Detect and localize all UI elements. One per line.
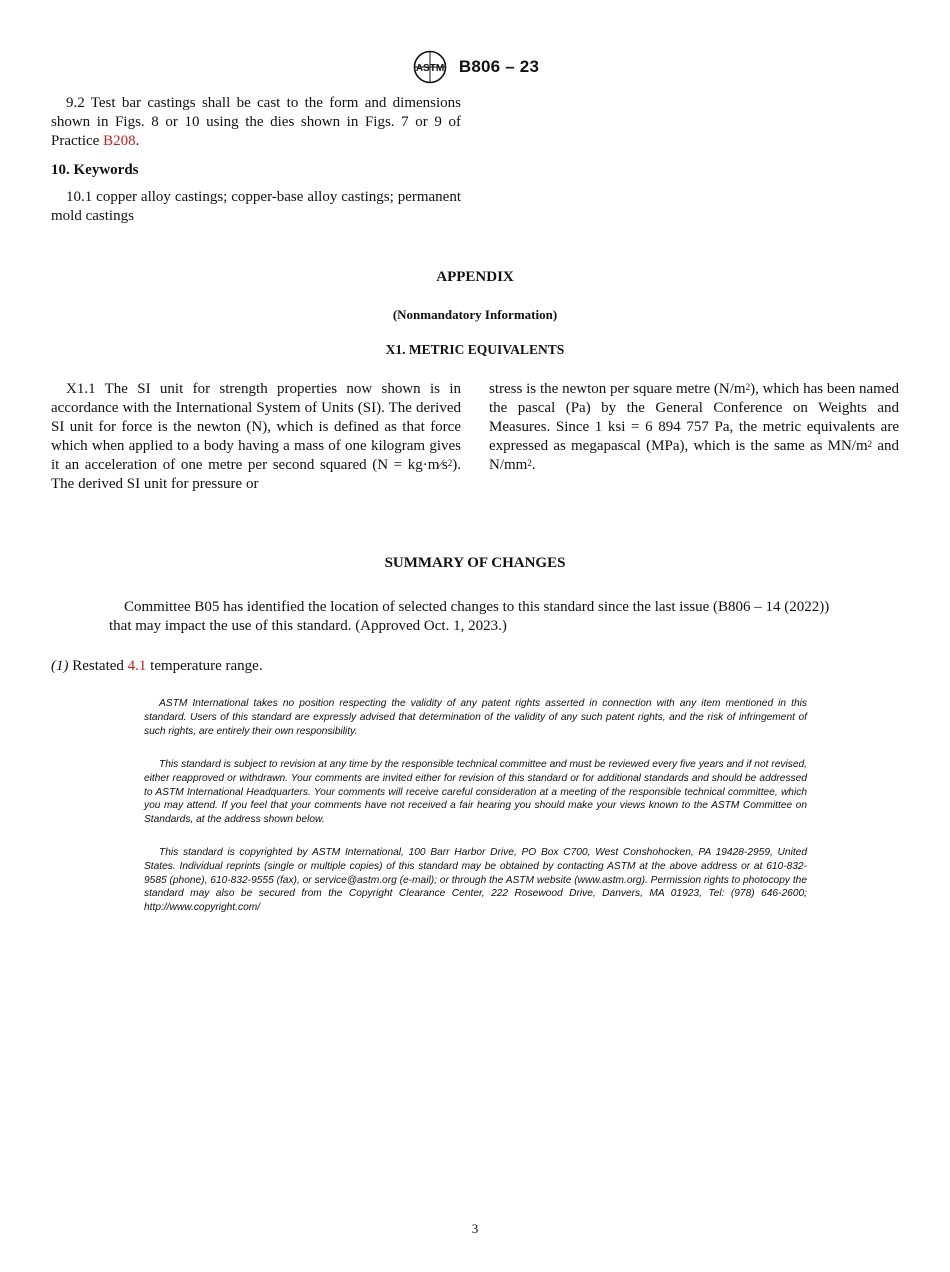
appendix-col-2 — [489, 380, 899, 475]
para-9-2-text: 9.2 Test bar castings shall be cast to the form and dimensions shown in Figs. 8 or 10 using the dies shown in Figs. 7 or 9 of Practice — [51, 95, 461, 149]
legal-patent-notice: ASTM International takes no position respecting the validity of any patent rights asserted in connection with any item mentioned in this standard. Users of this standard are expressly advised that determination of the validity of any such patent rights, and the risk of infringement of such rights, are entirely their own responsibility. — [144, 698, 807, 737]
legal-revision-notice: This standard is subject to revision at any time by the responsible technical committee and must be reviewed every five years and if not revised, either reapproved or withdrawn. Your comments are invited either for revision of this standard or for additional standards and should be addressed to ASTM International Headquarters. Your comments will receive careful consideration at a meeting of the responsible technical committee, which you may attend. If you feel that your comments have not received a fair hearing you should make your views known to the ASTM Committee on Standards, at the address shown below. — [144, 759, 807, 826]
appendix-subtitle: (Nonmandatory Information) — [392, 307, 558, 322]
change-number: (1) — [51, 658, 69, 674]
x1-1-cont-d: . — [531, 457, 536, 473]
x1-1-cont-sup2: 2 — [867, 439, 873, 449]
x1-1-cont-b: ), which has been named the pascal (Pa) by the General Conference on Weights and Measures. Since 1 ksi = 6 894 757 Pa, the metric equivalents are expressed as megapascal (MPa), which is the same as MN/m — [489, 381, 899, 454]
x1-1-cont-sup1: 2 — [745, 382, 751, 392]
logo-text: ASTM — [415, 63, 445, 74]
astm-logo-icon — [411, 50, 449, 84]
page-header — [0, 50, 950, 84]
x1-1-cont-sup3: 2 — [527, 458, 532, 468]
keywords-heading: 10. Keywords — [51, 162, 139, 178]
para-9-2-end: . — [135, 133, 140, 149]
x1-1-text-a: X1.1 The SI unit for strength properties now shown is in accordance with the International System of Units (SI). The derived SI unit for force is the newton (N), which is defined as that force which when applied to a body having a mass of one kilogram gives it an acceleration of one metre per second squared (N = kg·m⁄s — [51, 381, 461, 473]
appendix-title: APPENDIX — [436, 269, 514, 285]
change-text-b: temperature range. — [146, 658, 263, 674]
legal-copyright-notice: This standard is copyrighted by ASTM International, 100 Barr Harbor Drive, PO Box C700, West Conshohocken, PA 19428-2959, United States. Individual reprints (single or multiple copies) of this standard may be obtained by contacting ASTM at the above address or at 610-832-9585 (phone), 610-832-9555 (fax), or service@astm.org (e-mail); or through the ASTM website (www.astm.org). Permission rights to photocopy the standard may also be secured from the Copyright Clearance Center, 222 Rosewood Drive, Danvers, MA 01923, Tel: (978) 646-2600; http://www.copyright.com/ — [144, 847, 807, 914]
appendix-section-title: X1. METRIC EQUIVALENTS — [385, 342, 565, 357]
b208-link[interactable]: B208 — [103, 133, 136, 149]
x1-1-cont-a: stress is the newton per square metre (N/m — [489, 381, 746, 397]
x1-1-cont-c: and N/mm — [489, 438, 899, 473]
paragraph-9-2 — [51, 94, 461, 151]
x1-1-text-b: ). The derived SI unit for pressure or — [51, 457, 461, 492]
summary-intro: Committee B05 has identified the location of selected changes to this standard since the last issue (B806 – 14 (2022)) that may impact the use of this standard. (Approved Oct. 1, 2023.) — [109, 599, 830, 634]
document-id: B806 – 23 — [458, 57, 540, 76]
summary-title: SUMMARY OF CHANGES — [384, 555, 566, 571]
change-text-a: Restated — [68, 658, 128, 674]
page-number: 3 — [471, 1221, 479, 1236]
change-item — [51, 657, 851, 676]
x1-1-sup: 2 — [447, 458, 453, 468]
appendix-col-1 — [51, 380, 461, 494]
section-4-1-link[interactable]: 4.1 — [127, 658, 147, 674]
paragraph-10-1: 10.1 copper alloy castings; copper-base alloy castings; permanent mold castings — [51, 189, 461, 224]
